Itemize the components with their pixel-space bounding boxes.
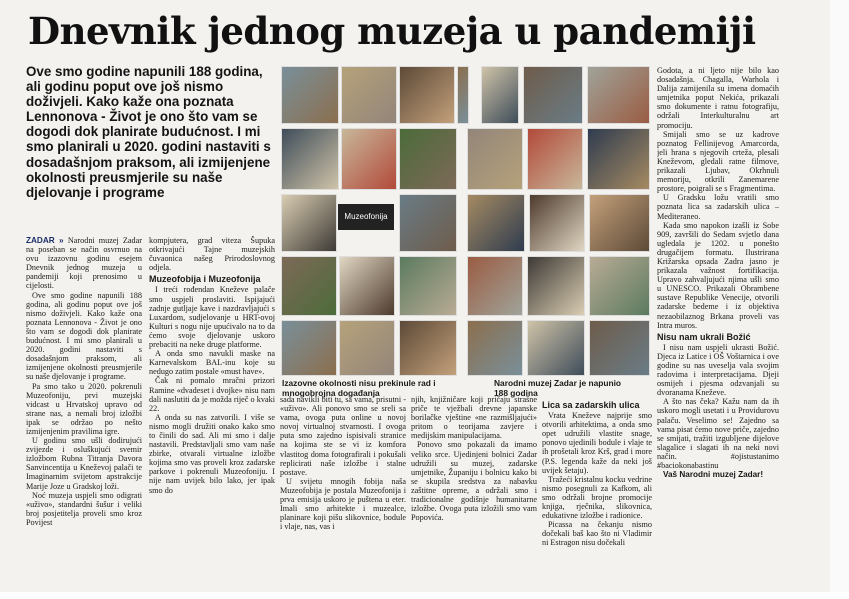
photo-tile	[399, 256, 457, 316]
body-text: Vrata Kneževe najprije smo otvorili arhitektima, a onda smo opet udružili vlastite snage, ponovo ujedinili bodule i vlaje te ih prošetali kroz Krš, grad i more (P.S. legenda kaže da neki još uvijek šetaju).	[542, 411, 652, 475]
headline: Dnevnik jednog muzeja u pandemiji	[28, 9, 756, 53]
photo-collage	[281, 66, 650, 378]
article-column-5	[542, 395, 652, 588]
body-text: A onda smo navukli maske na Karnevalskom BAL-inu koje su nedugo zatim postale «must have».	[149, 349, 275, 377]
body-text: Čak ni pomalo mračni prizori Ramine «dvadeset i dvojke» nisu nam dali naslutiti da je možda riječ o kvaki 22.	[149, 376, 275, 413]
photo-tile	[399, 66, 455, 124]
body-text: kompjutera, grad viteza Šupuka otkrivajući Tajne muzejskih čuvaonica našeg Prirodoslovnog odjela.	[149, 236, 275, 273]
subheading: Lica sa zadarskih ulica	[542, 400, 640, 410]
muzeofonija-logo: Muzeofonija	[338, 204, 394, 230]
body-text: Kada smo napokon izašli iz Sobe 909, završili do Sedam svjetlo dana ugledala je 1202. u ponešto drugačijem formatu. Ilustrirana Križarska opsada Zadra jasno je prikazala važnost fortifikacija. Upravo zahvaljujući njima ušli smo u UNESCO. Prikazali Obrambene sustave Republike Venecije, otvorili zadarske bedeme i iz objektiva nezaobilaznog Brkana proveli vas Intra muros.	[657, 220, 779, 330]
body-text: Smijali smo se uz kadrove poznatog Fellinijevog Amarcorda, jeli hrana s njegovih crteža, plesali Kneževom, gledali ratne filmove, prikazali Ljubav, Okrhnuli memoriju, otkrili Zanemarene prostore, poigrali se s Fragmentima.	[657, 129, 779, 194]
page-bottom-edge	[0, 592, 849, 599]
body-text: sada navikli biti tu, sa vama, prisutni - «uživo». Ali ponovo smo se sreli sa vama, ovoga puta online u novoj novoj virtualnoj stvarnosti. I ovoga puta smo zajedno ispisivali stranice na kojima ste se vi iz komfora vlastitog doma fotografirali i pokušali replicirati naše izložbe i stalne postave.	[280, 395, 406, 477]
body-text: Pa smo tako u 2020. pokrenuli Muzeofoniju, prvi muzejski vidcast u Hrvatskoj upravo od strane nas, a nemali broj izložbi ipak se održao po nešto izmijenjenim pravilima igre.	[26, 381, 142, 436]
photo-tile	[587, 66, 650, 124]
photo-tile	[457, 66, 469, 124]
body-text: Narodni muzej Zadar na poseban se način osvrnuo na ovu izazovnu godinu esejem Dnevnik jednog muzeja u pandemiji koji prenosimo u cijelosti.	[26, 236, 142, 291]
body-text: Ove smo godine napunili 188 godina, ali godinu poput ove još nismo doživjeli. Kako kaže ona poznata Lennonova - Život je ono što vam se dogodi dok planirate budućnost. I mi smo planirali u 2020. godini nastaviti s dosadašnjom praksom, ali izmijenjene okolnosti preusmjerile su naše djelovanje i programe.	[26, 290, 142, 382]
photo-tile	[281, 128, 339, 190]
photo-caption-right: Narodni muzej Zadar je napunio 188 godina	[494, 378, 622, 398]
photo-tile	[467, 128, 523, 190]
photo-tile	[523, 66, 583, 124]
page-margin	[830, 0, 849, 599]
photo-tile	[589, 320, 650, 376]
body-text: U godinu smo ušli dodirujući zvijezde i osluškujući svemir izložbom Rubna Titranja Davora Sanvincentija u Kneževoj palači te Imaginarnim svijetom apstrakcije Marije Joze u Gradskoj loži.	[26, 436, 142, 491]
body-text: U Gradsku ložu vratili smo poznata lica sa zadarskih ulica – Mediteraneo.	[657, 193, 779, 221]
article-column-4	[411, 395, 537, 588]
lead-paragraph: Ove smo godine napunili 188 godina, ali godinu poput ove još nismo doživjeli. Kako kaže ona poznata Lennonova - Život je ono što vam se dogodi dok planirate budućnost. I mi smo planirali u 2020. godini nastaviti s dosadašnjom praksom, ali izmijenjene okolnosti preusmjerile su naše djelovanje i programe	[26, 64, 271, 200]
photo-tile	[281, 256, 337, 316]
photo-tile	[339, 320, 395, 376]
subheading: Muzeofobija i Muzeofonija	[149, 274, 261, 285]
photo-tile	[481, 66, 519, 124]
photo-tile	[527, 128, 583, 190]
body-text: Tražeći kristalnu kocku vedrine nismo posegnuli za Kafkom, ali smo održali brojne promocije knjiga, rječnika, slikovnica, edukativne izložbe i radionice.	[542, 474, 652, 521]
photo-tile	[467, 320, 523, 376]
photo-tile	[527, 320, 585, 376]
photo-tile	[589, 194, 650, 252]
photo-tile	[341, 128, 397, 190]
article-column-3	[280, 395, 406, 588]
photo-tile	[467, 194, 525, 252]
photo-tile	[467, 256, 523, 316]
body-text: U svijetu mnogih fobija naša Muzeofobija je postala Muzeofonija i prva emisija uskoro je puštena u eter. Imali smo arhitekte i muzealce, planinare koji pišu slikovnice, bodule i vlaje, nas, vas i	[280, 476, 406, 532]
photo-tile	[281, 194, 337, 252]
photo-tile	[527, 256, 585, 316]
photo-tile	[587, 128, 650, 190]
signature: Vaš Narodni muzej Zadar!	[663, 470, 764, 480]
body-text: A onda su nas zatvorili. I više se nismo mogli družiti onako kako smo to činili do sad. Ali mi smo i dalje nastavili. Predstavljali smo vam naše zbirke, otvarali virtualne izložbe kojima smo vas proveli kroz zadarske parkove i pokrenuli Muzeofoniju. I nije nam uvijek bilo lako, jer ipak smo do	[149, 412, 275, 495]
article-column-6	[657, 66, 779, 588]
photo-tile	[529, 194, 585, 252]
article-column-2	[149, 236, 275, 588]
photo-tile	[399, 128, 457, 190]
body-text: Picassa na čekanju nismo dočekali baš kao što ni Vladimir ni Estragon nisu dočekali	[542, 520, 652, 548]
dateline: ZADAR	[26, 236, 55, 245]
subheading: Nisu nam ukrali Božić	[657, 331, 751, 342]
photo-tile	[281, 66, 339, 124]
photo-tile	[341, 66, 397, 124]
body-text: I nisu nam uspjeli ukrasti Božić. Djeca iz Latice i OŠ Voštarnica i ove godine su nas uveselja vala svojim radovima i interpretacijama. Djeji osmijeh i pjesma odzvanjali su dvoranama Kneževe.	[657, 342, 779, 398]
photo-tile	[399, 320, 457, 376]
photo-tile	[339, 256, 395, 316]
photo-tile	[281, 320, 337, 376]
body-text: Noć muzeja uspjeli smo odigrati «uživo», standardni šušur i veliki broj posjetitelja proveli smo kroz Povijest	[26, 490, 142, 527]
body-text: Godota, a ni ljeto nije bilo kao dosadašnja. Chagalla, Warhola i Dalija zamijenila su imena domaćih umjetnika poput Nekića, prikazali smo dokumente i ratnu fotografiju, održali Interkulturalnu art promociju.	[657, 66, 779, 130]
body-text: njih, knjižničare koji pričaju strašne priče te vježbali drevne japanske borilačke vještine «ne razmišljajući» pritom o teorijama zavjere i medijskim manipulacijama.	[411, 395, 537, 441]
body-text: I treći rođendan Kneževe palače smo uspjeli proslaviti. Ispijajući zadnje gutljaje kave i nazdravljajući s Luxardom, sudjelovanje u HRT-ovoj Kulturi s nogu nije upućivalo na to da ćemo svoje djelovanje uskoro prebaciti na neke druge platforme.	[149, 285, 275, 350]
body-text: A što nas čeka? Kažu nam da ih uskoro mogli usetati i u Providurovu palaču. Veselimo se! Zajedno sa vama pisat ćemo nove priče, zajedno se smijati, tražiti izgubljene dijelove slagalice i slagati ih na neki novi način. #ojistustanimo #baciokonabastinu	[657, 397, 779, 471]
body-text: Ponovo smo pokazali da imamo veliko srce. Ujedinjeni bolnici Zadar udružili su muzej, zadarske umjetnike, Županiju i bolnicu kako bi se skupila sredstva za nabavku zaštitne opreme, a održali smo i tradicionalne godišnje humanitarne izložbe. Ovoga puta izložili smo vam Popovića.	[411, 440, 537, 523]
photo-caption-left: Izazovne okolnosti nisu prekinule rad i mnogobrojna događanja	[282, 378, 436, 398]
article-column-1: ZADAR » Narodni muzej Zadar na poseban se način osvrnuo na ovu izazovnu godinu esejem Dnevnik jednog muzeja u pandemiji koji prenosimo u cijelosti. Ove smo godine napunili 188 godina, ali godinu poput ove još nismo doživjeli. Kako kaže ona poznata Lennonova - Život je ono što vam se dogodi dok planirate budućnost. I mi smo planirali u 2020. godini nastaviti s dosadašnjom praksom, ali izmijenjene okolnosti preusmjerile su naše djelovanje i programe. Pa smo tako u 2020. pokrenuli Muzeofoniju, prvi muzejski vidcast u Hrvatskoj upravo od strane nas, a nemali broj izložbi ipak se održao po nešto izmijenjenim pravilima igre. U godinu smo ušli dodirujući zvijezde i osluškujući svemir izložbom Rubna Titranja Davora Sanvincentija u Kneževoj palači te Imaginarnim svijetom apstrakcije Marije Joze u Gradskoj loži. Noć muzeja uspjeli smo odigrati «uživo», standardni šušur i veliki broj posjetitelja proveli smo kroz Povijest	[26, 236, 142, 527]
photo-tile	[589, 256, 650, 316]
photo-tile	[399, 194, 457, 252]
